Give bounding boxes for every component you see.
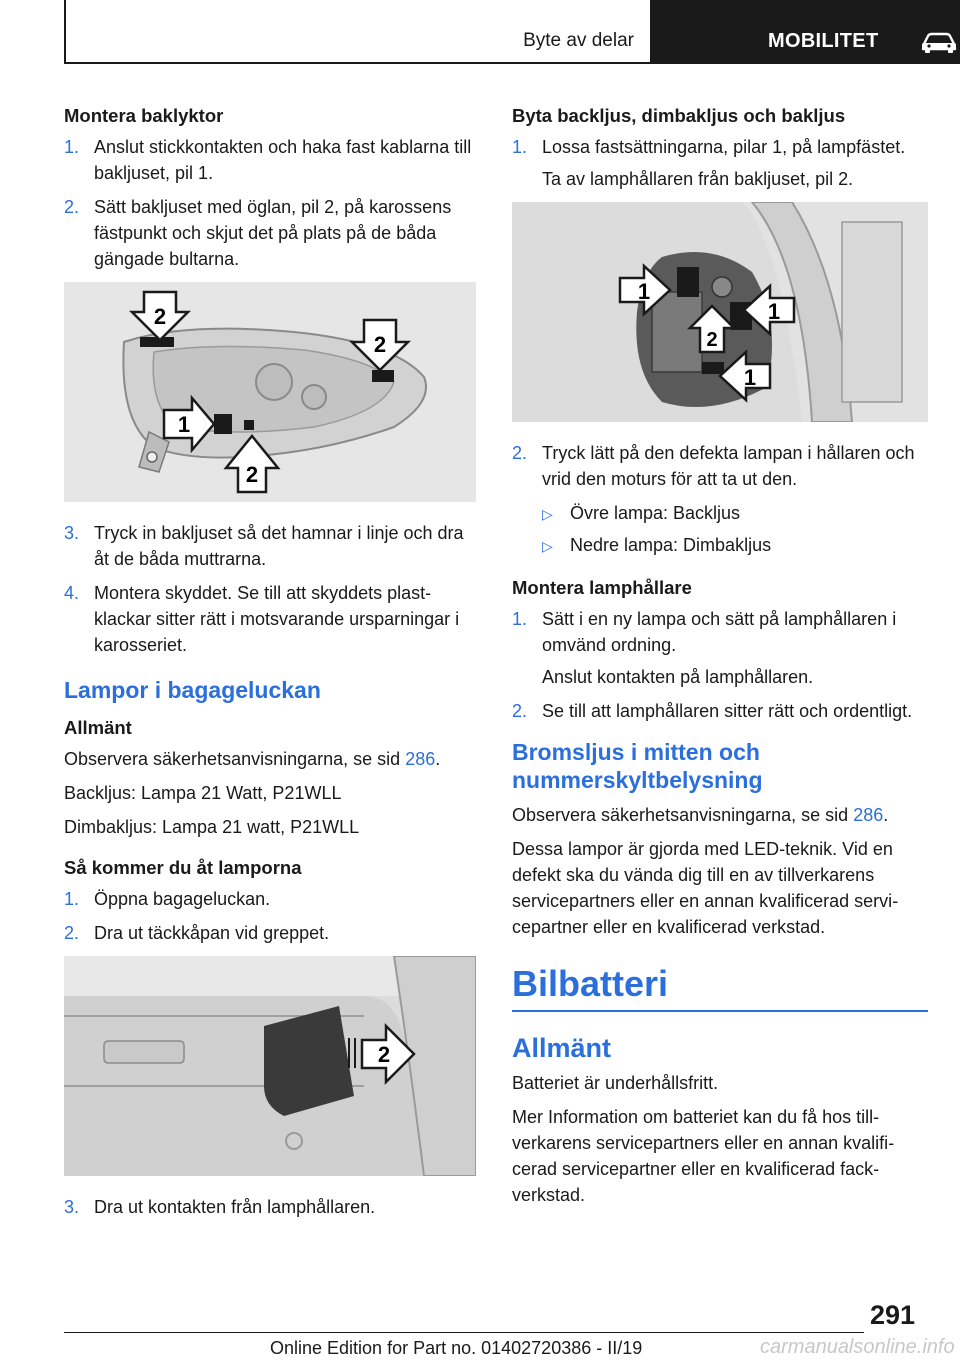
step-number: 4.: [64, 583, 80, 603]
left-column: [64, 104, 476, 1228]
heading-access-lamps: Så kommer du åt lamporna: [64, 857, 302, 878]
page-link[interactable]: 286: [853, 805, 884, 825]
arrow-label: 1: [743, 365, 757, 390]
step-item: [64, 134, 476, 186]
section-trunk-lamps: Lampor i bagageluckan: [64, 677, 321, 703]
chapter-tab: [650, 0, 960, 64]
fog-light-spec: Dimbakljus: Lampa 21 watt, P21WLL: [64, 817, 360, 837]
heading-mount-lamp-holder: Montera lamphållare: [512, 577, 692, 598]
step-text: Tryck lätt på den defekta lampan i hållaren och vrid den moturs för att ta ut den.: [542, 443, 915, 489]
bulb-list: [512, 500, 928, 558]
step-number: 2.: [512, 443, 528, 463]
step-number: 3.: [64, 523, 80, 543]
arrow-label: 2: [706, 329, 718, 351]
heading-mount-taillights: Montera baklyktor: [64, 105, 224, 126]
step-item: [64, 580, 476, 658]
step-number: 1.: [512, 609, 528, 629]
page-header: [0, 0, 960, 66]
page-number: 291: [870, 1300, 916, 1330]
text: Observera säkerhetsanvisningarna, se sid: [512, 805, 854, 825]
text: Observera säkerhetsanvisningarna, se sid: [64, 749, 406, 769]
step-text: Lossa fastsättningarna, pilar 1, på lampfästet.: [542, 137, 906, 157]
list-item: [542, 532, 928, 558]
heading-replace-bulbs: Byta backljus, dimbakljus och bakljus: [512, 105, 846, 126]
reverse-light-spec: Backljus: Lampa 21 Watt, P21WLL: [64, 783, 342, 803]
taillight-figure: [64, 282, 476, 502]
step-item: [512, 440, 928, 492]
trunk-cover-illustration: [64, 956, 476, 1176]
safety-reference: [512, 802, 928, 828]
step-item: [512, 134, 928, 160]
list-item-text: Övre lampa: Backljus: [570, 503, 741, 523]
lamp-holder-illustration: [512, 202, 928, 422]
section-battery-general: Allmänt: [512, 1033, 612, 1063]
watermark: carmanualsonline.info: [760, 1336, 955, 1358]
step-number: 1.: [64, 137, 80, 157]
step-item: [64, 194, 476, 272]
arrow-label: 1: [637, 279, 651, 304]
step-number: 1.: [512, 137, 528, 157]
running-section-title: Byte av delar: [523, 30, 634, 51]
steps-mount-taillights-a: [64, 134, 476, 272]
steps-replace-bulbs-b: [512, 440, 928, 492]
header-rule-left: [64, 0, 66, 64]
step-note: Ta av lamphållaren från bakljuset, pil 2.: [542, 169, 854, 189]
arrow-label: 2: [373, 332, 387, 357]
steps-replace-bulbs-a: [512, 134, 928, 160]
step-text: Anslut stickkontakten och haka fast kablarna till bakljuset, pil 1.: [94, 137, 472, 183]
step-text: Dra ut täckkåpan vid greppet.: [94, 923, 330, 943]
step-text: Sätt bakljuset med öglan, pil 2, på karossens fästpunkt och skjut det på plats på de båda gängade bultarna.: [94, 197, 452, 269]
step-text: Se till att lamphållaren sitter rätt och ordentligt.: [542, 701, 913, 721]
taillight-illustration: [64, 282, 476, 502]
step-number: 2.: [64, 197, 80, 217]
page-link[interactable]: 286: [405, 749, 436, 769]
right-column: [512, 104, 928, 1216]
step-item: [64, 886, 476, 912]
steps-mount-lamp-holder-a: [512, 606, 928, 658]
safety-reference: [64, 746, 476, 772]
step-text: Tryck in bakljuset så det hamnar i linje och dra åt de båda muttrarna.: [94, 523, 464, 569]
header-rule-bottom: [64, 62, 650, 64]
arrow-label: 1: [177, 412, 191, 437]
step-text: Sätt i en ny lampa och sätt på lamphållaren i omvänd ordning.: [542, 609, 897, 655]
steps-mount-taillights-b: [64, 520, 476, 658]
step-item: [512, 606, 928, 658]
led-info: Dessa lampor är gjorda med LED-teknik. Vid en defekt ska du vända dig till en av tillverkarens servicepartners eller en annan kvalificerad servicepartner eller en kvalificerad verkstad.: [512, 839, 899, 937]
steps-mount-lamp-holder-b: [512, 698, 928, 724]
step-number: 2.: [512, 701, 528, 721]
text: .: [883, 805, 889, 825]
chapter-label: MOBILITET: [768, 30, 879, 52]
triangle-bullet-icon: ▷: [542, 538, 553, 554]
battery-maintenance: Batteriet är underhållsfritt.: [512, 1073, 719, 1093]
step-note: Anslut kontakten på lamphållaren.: [542, 667, 814, 687]
step-text: Öppna bagageluckan.: [94, 889, 271, 909]
steps-access-lamps-b: [64, 1194, 476, 1220]
steps-access-lamps: [64, 886, 476, 946]
edition-text: Online Edition for Part no. 01402720386 - II/19: [270, 1338, 643, 1358]
trunk-cover-figure: [64, 956, 476, 1176]
arrow-label: 2: [377, 1042, 391, 1067]
list-item-text: Nedre lampa: Dimbakljus: [570, 535, 772, 555]
heading-general: Allmänt: [64, 717, 132, 738]
step-item: [64, 1194, 476, 1220]
car-icon: [920, 30, 958, 54]
lamp-holder-figure: [512, 202, 928, 422]
section-brake-plate-lights: Bromsljus i mitten och nummerskyltbelysning: [512, 739, 763, 793]
arrow-label: 2: [153, 304, 167, 329]
chapter-car-battery: Bilbatteri: [512, 962, 928, 1012]
step-item: [64, 920, 476, 946]
text: .: [435, 749, 441, 769]
battery-info: Mer Information om batteriet kan du få hos tillverkarens servicepartners eller en annan kvalificerad servicepartner eller en kvalificerad fackverkstad.: [512, 1107, 895, 1205]
step-number: 3.: [64, 1197, 80, 1217]
footer-rule: [64, 1332, 864, 1333]
step-text: Montera skyddet. Se till att skyddets plastklackar sitter rätt i motsvarande ursparningar i karosseriet.: [94, 583, 460, 655]
triangle-bullet-icon: ▷: [542, 506, 553, 522]
arrow-label: 2: [245, 462, 259, 487]
step-text: Dra ut kontakten från lamphållaren.: [94, 1197, 376, 1217]
arrow-label: 1: [767, 299, 781, 324]
step-item: [512, 698, 928, 724]
step-item: [64, 520, 476, 572]
list-item: [542, 500, 928, 526]
step-number: 2.: [64, 923, 80, 943]
step-number: 1.: [64, 889, 80, 909]
